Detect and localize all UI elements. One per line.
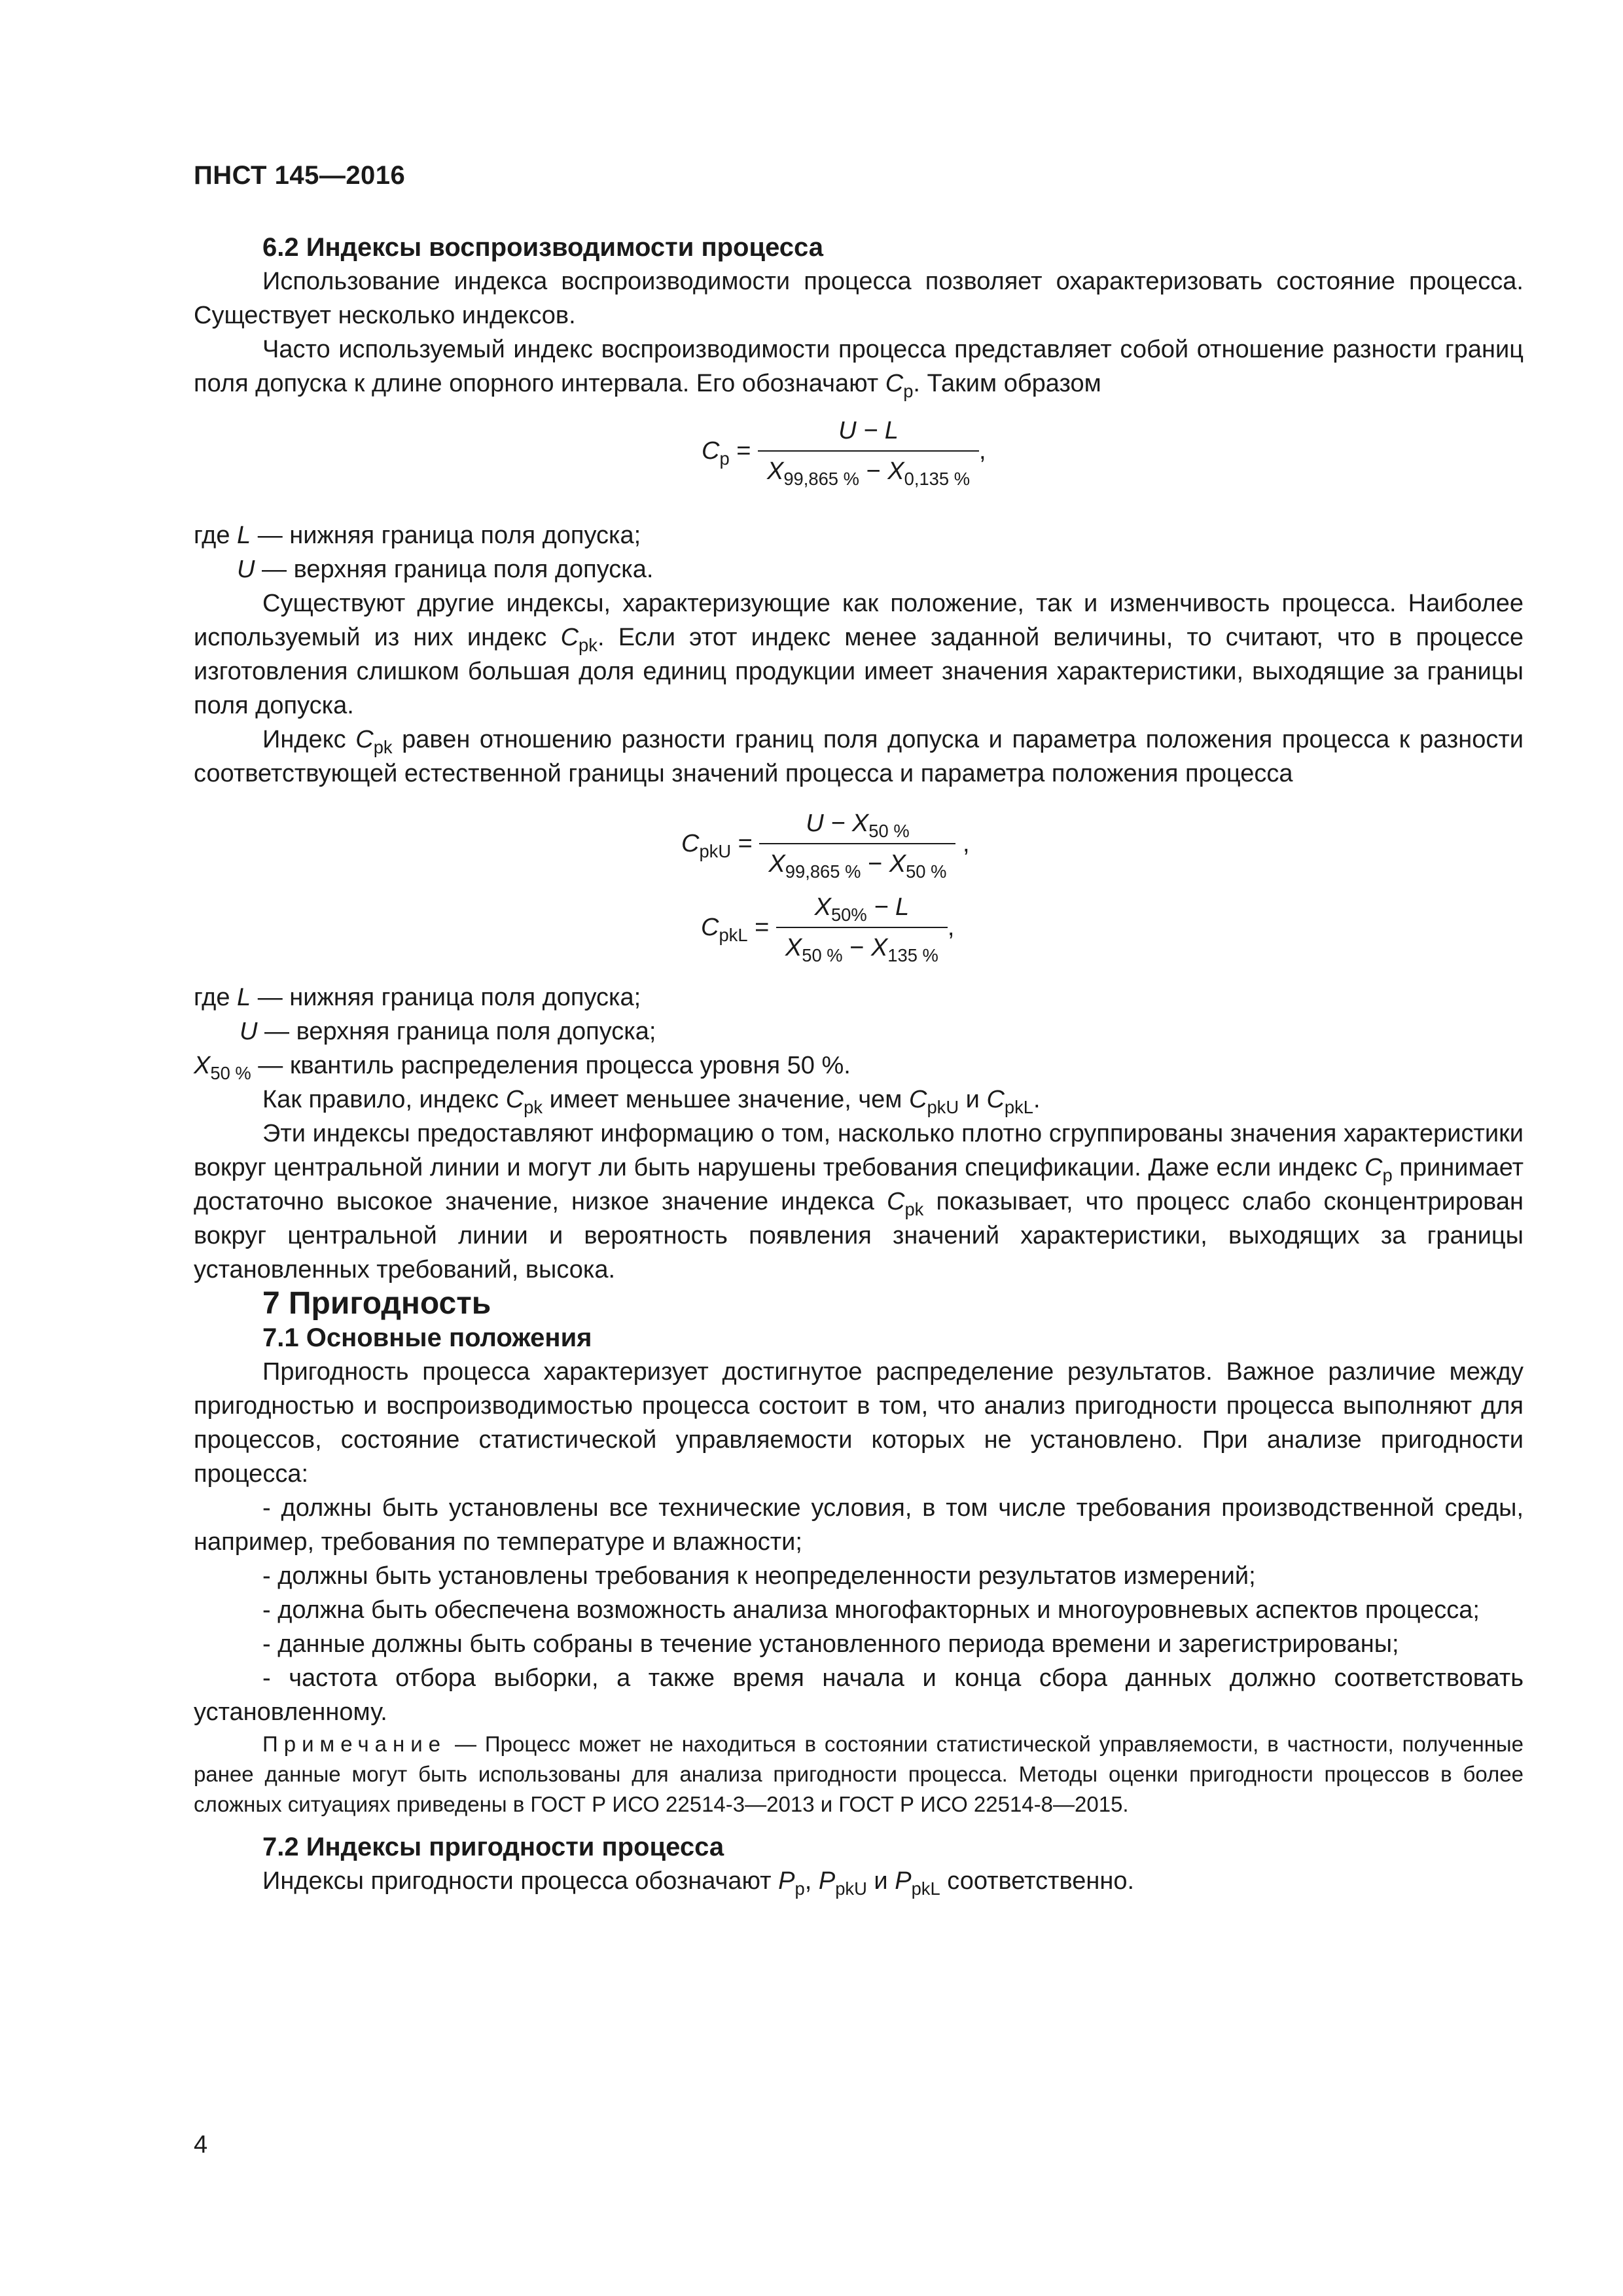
page-content [194,230,1524,1898]
paragraph: Индексы пригодности процесса обозначают $P_p$, $P_{pkU}$ и $P_{pkL}$ соответственно. [262,1867,1135,1899]
list-item: - частота отбора выборки, а также время начала и конца сбора данных должно соответствовать установленному. [194,1664,1524,1726]
section-7-heading: 7 Пригодность [262,1286,491,1321]
section-7-2-heading: 7.2 Индексы пригодности процесса [262,1833,724,1861]
document-header: ПНСТ 145—2016 [194,161,406,190]
note-label: Примечание [262,1732,447,1756]
list-item: - должны быть установлены требования к неопределенности результатов измерений; [262,1562,1256,1590]
where-line: U — верхняя граница поля допуска. [237,556,654,583]
paragraph: Эти индексы предоставляют информацию о том, насколько плотно сгруппированы значения характеристики вокруг центральной линии и могут ли быть нарушены требования спецификации. Даже если индекс $C_p$ принимает достаточно высокое значение, низкое значение индекса $C_{pk}$ показывает, что процесс слабо сконцентрирован вокруг центральной линии и вероятность появления значений характеристики, выходящих за границы установленных требований, высока. [194,1120,1524,1283]
where-block-1 [194,518,1524,586]
formula-cpk [194,791,1524,980]
where-block-2 [194,980,1524,1083]
paragraph: Пригодность процесса характеризует достигнутое распределение результатов. Важное различие между пригодностью и воспроизводимостью процесса состоит в том, что анализ пригодности процесса выполняют для процессов, состояние статистической управляемости которых не установлено. При анализе пригодности процесса: [194,1358,1524,1488]
note: Примечание — Процесс может не находиться в состоянии статистической управляемости, в частности, полученные ранее данные могут быть использованы для анализа пригодности процесса. Методы оценки пригодности процессов в более сложных ситуациях приведены в ГОСТ Р ИСО 22514-3—2013 и ГОСТ Р ИСО 22514-8—2015. [194,1732,1524,1816]
paragraph: Использование индекса воспроизводимости процесса позволяет охарактеризовать состояние процесса. Существует несколько индексов. [194,268,1524,329]
paragraph: Часто используемый индекс воспроизводимости процесса представляет собой отношение разности границ поля допуска к длине опорного интервала. Его обозначают $C_p$. Таким образом [194,336,1524,401]
formula-cp: $C_p$ = $\frac{U - L}{X_{99,865 \%} - X_{0,135 \%}}$ , [702,417,986,489]
paragraph: Индекс $C_{pk}$ равен отношению разности границ поля допуска и параметра положения процесса к разности соответствующей естественной границы значений процесса и параметра положения процесса [194,726,1524,787]
where-line: $X_{50 \%}$ — квантиль распределения процесса уровня 50 %. [194,1052,851,1083]
list-item: - должна быть обеспечена возможность анализа многофакторных и многоуровневых аспектов процесса; [262,1596,1480,1624]
where-line: где L — нижняя граница поля допуска; [194,984,641,1011]
formula-cpku: $C_{pkU}$ = $\frac{U - X_{50 \%}}{X_{99,865 \%} - X_{50 \%}}$ , [681,810,970,882]
list-item: - данные должны быть собраны в течение установленного периода времени и зарегистрированы; [262,1630,1399,1658]
paragraph: Существуют другие индексы, характеризующие как положение, так и изменчивость процесса. Наиболее используемый из них индекс $C_{pk}$. Если этот индекс менее заданной величины, то считают, что в процессе изготовления слишком большая доля единиц продукции имеет значения характеристики, выходящие за границы поля допуска. [194,590,1524,719]
where-line: где L — нижняя граница поля допуска; [194,522,641,549]
section-6-2-heading: 6.2 Индексы воспроизводимости процесса [262,233,824,262]
where-line: U — верхняя граница поля допуска; [240,1018,656,1045]
section-7-1-heading: 7.1 Основные положения [262,1323,592,1352]
paragraph: Как правило, индекс $C_{pk}$ имеет меньшее значение, чем $C_{pkU}$ и $C_{pkL}$. [262,1086,1041,1117]
list-item: - должны быть установлены все технические условия, в том числе требования производственной среды, например, требования по температуре и влажности; [194,1494,1524,1556]
formula-cpkl: $C_{pkL}$ = $\frac{X_{50\%} - L}{X_{50 \%} - X_{135 \%}}$ , [701,893,955,965]
page-number: 4 [194,2131,208,2159]
